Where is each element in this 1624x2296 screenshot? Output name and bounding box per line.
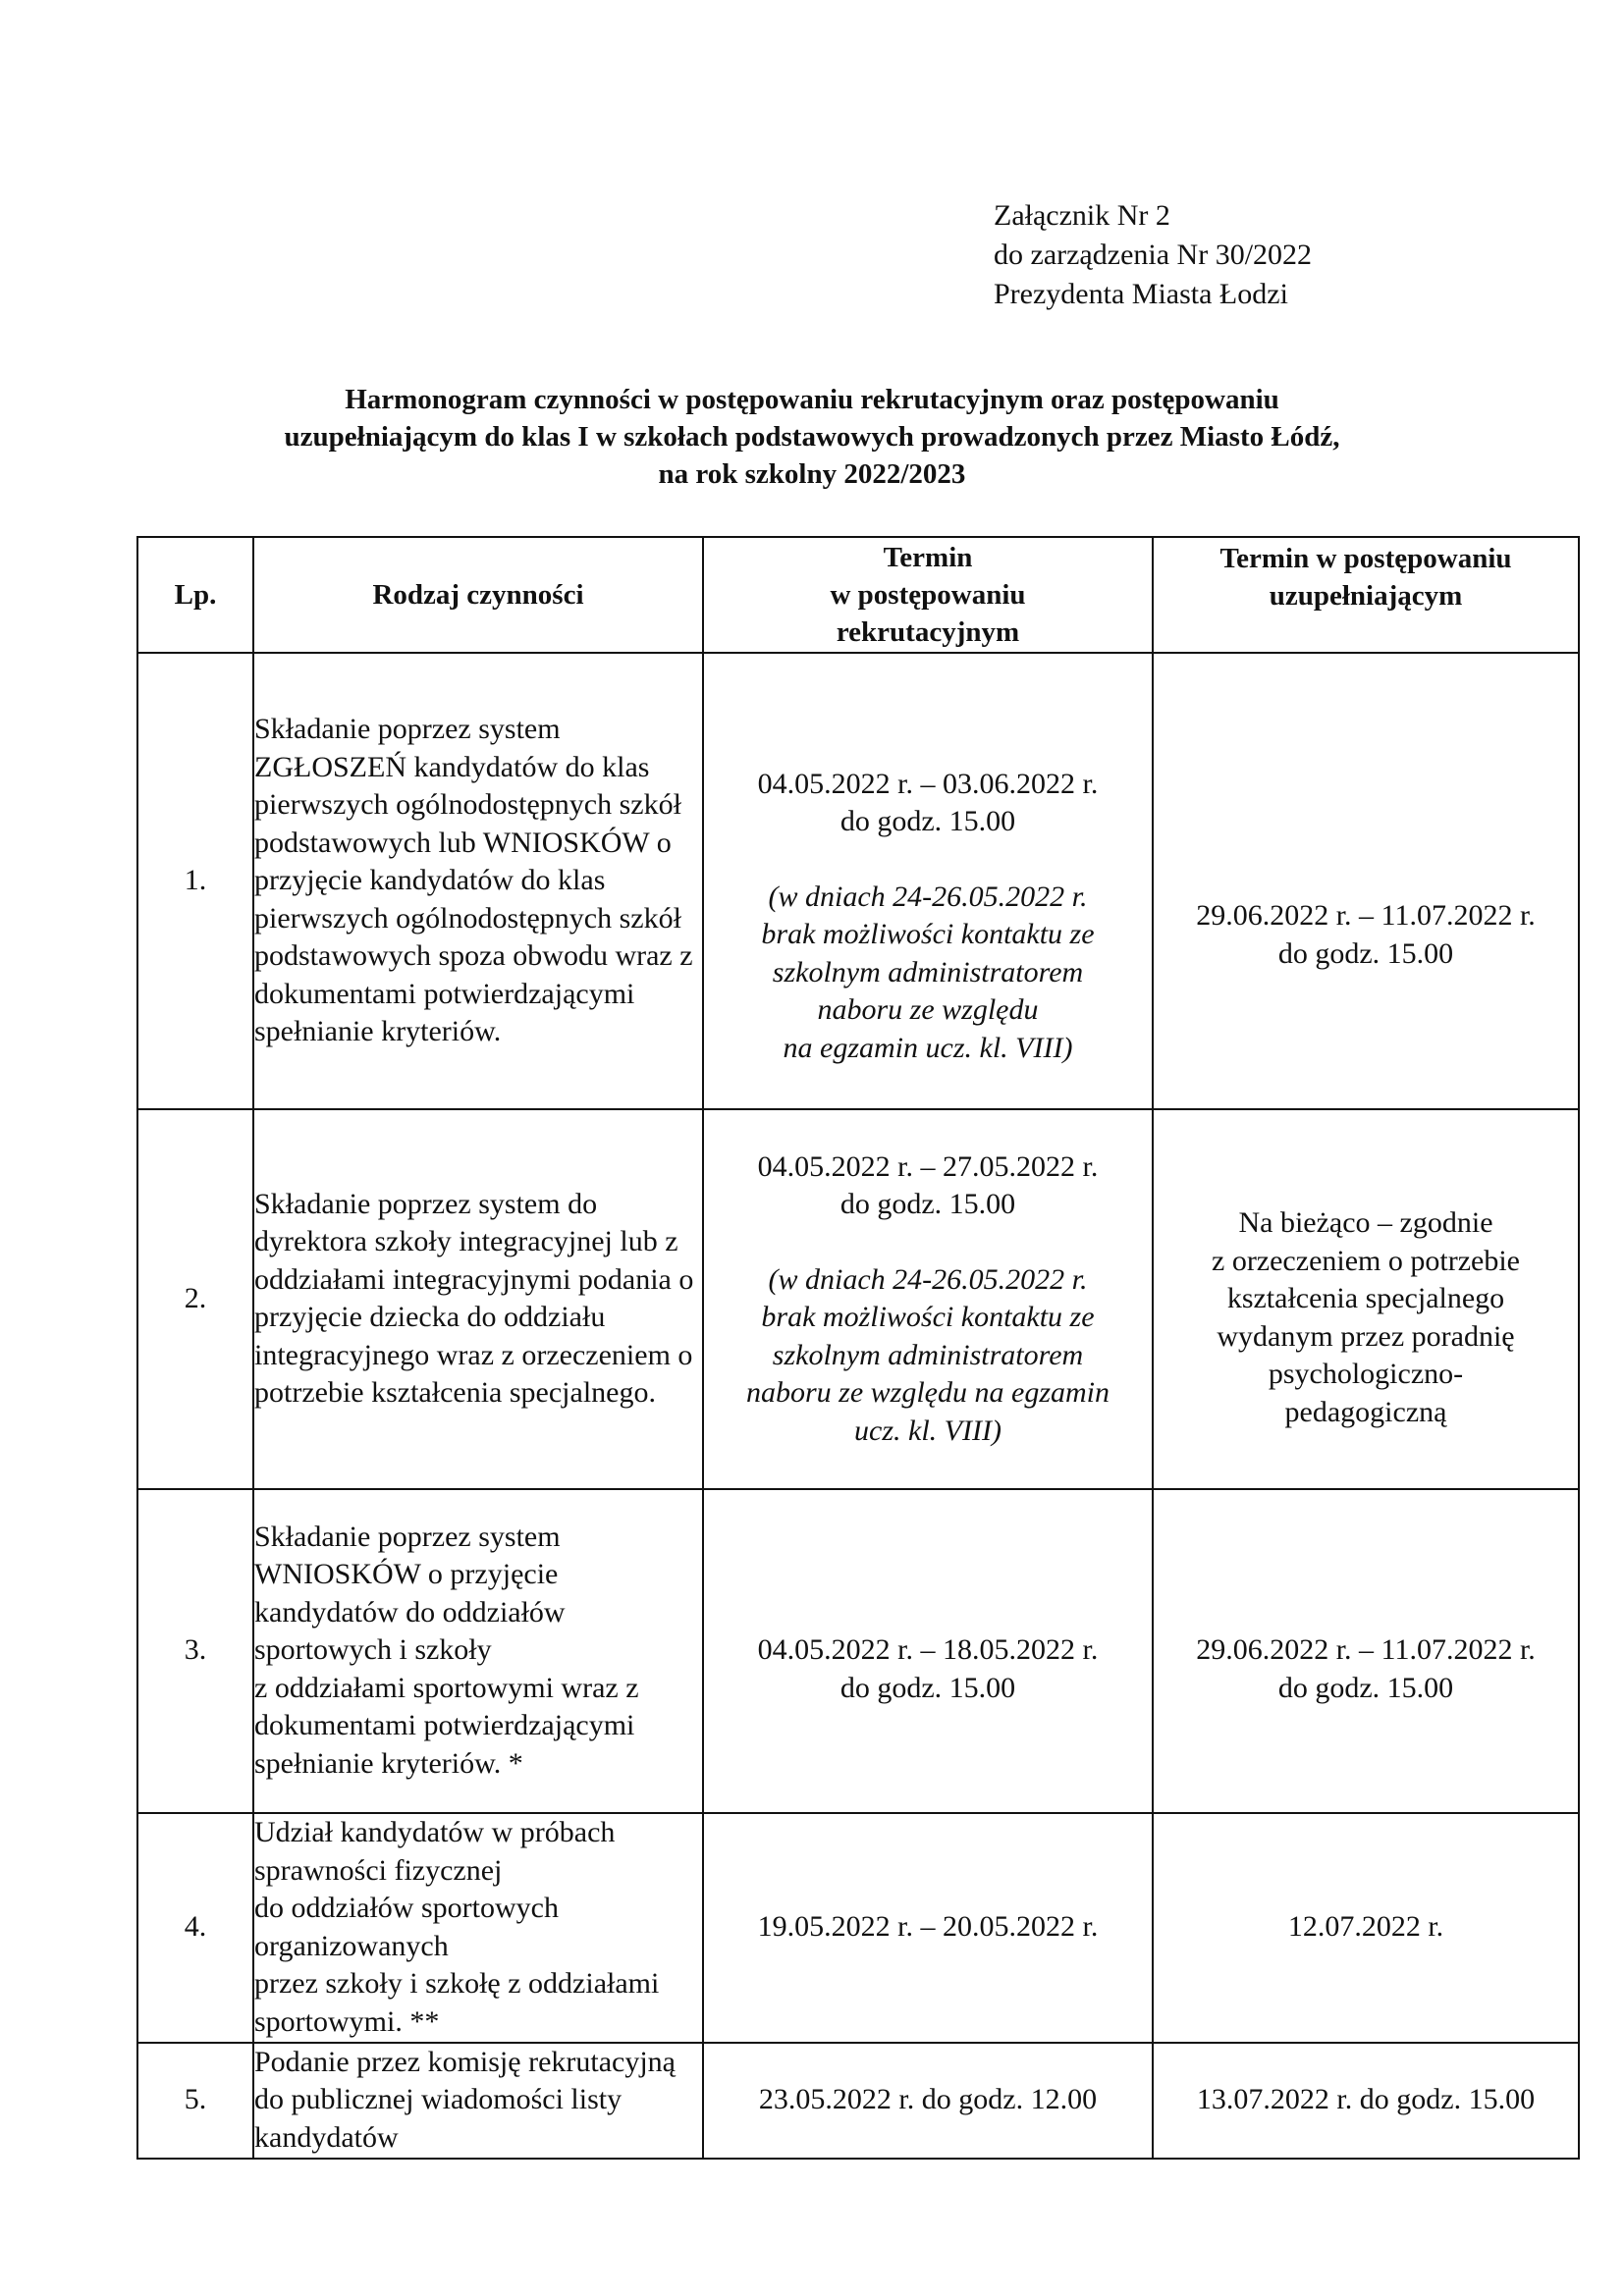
header-term-recruitment-label: Termin w postępowaniu rekrutacyjnym: [830, 542, 1026, 648]
header-lp-label: Lp.: [174, 579, 217, 611]
term-recruitment-note: (w dniach 24-26.05.2022 r. brak możliwości kontaktu ze szkolnym administratorem naboru ze względu na egzamin ucz. kl. VIII): [761, 880, 1095, 1064]
row-term-recruitment: [703, 1489, 1153, 1813]
row-lp: 4.: [137, 1813, 253, 2043]
term-recruitment-dates: 23.05.2022 r. do godz. 12.00: [758, 2083, 1098, 2116]
row-term-supplementary: [1153, 1109, 1579, 1489]
header-activity-label: Rodzaj czynności: [372, 579, 584, 611]
term-supplementary-dates: 13.07.2022 r. do godz. 15.00: [1196, 2083, 1536, 2116]
header-lp: [137, 537, 253, 653]
table-row: [137, 1813, 1579, 2043]
row-activity: Składanie poprzez system do dyrektora szkoły integracyjnej lub z oddziałami integracyjnymi podania o przyjęcie dziecka do oddziału integracyjnego wraz z orzeczeniem o potrzebie kształcenia specjalnego.: [253, 1109, 703, 1489]
table-row: [137, 1109, 1579, 1489]
header-activity: [253, 537, 703, 653]
table-header-row: [137, 537, 1579, 653]
table-row: [137, 2043, 1579, 2159]
row-term-recruitment: [703, 1109, 1153, 1489]
term-recruitment-dates: 04.05.2022 r. – 03.06.2022 r. do godz. 15.00: [757, 767, 1099, 838]
row-lp: 2.: [137, 1109, 253, 1489]
title-line-1: Harmonogram czynności w postępowaniu rekrutacyjnym oraz postępowaniu: [345, 384, 1279, 415]
header-term-supplementary: [1153, 537, 1579, 653]
term-recruitment-dates: 04.05.2022 r. – 27.05.2022 r. do godz. 15.00: [757, 1149, 1099, 1220]
row-term-supplementary: [1153, 653, 1579, 1109]
annex-number: Załącznik Nr 2: [994, 199, 1170, 232]
title-line-3: na rok szkolny 2022/2023: [658, 458, 966, 490]
term-supplementary-dates: 29.06.2022 r. – 11.07.2022 r. do godz. 15.00: [1196, 1633, 1536, 1704]
row-term-supplementary: [1153, 1813, 1579, 2043]
row-term-recruitment: [703, 2043, 1153, 2159]
term-recruitment-dates: 19.05.2022 r. – 20.05.2022 r.: [757, 1910, 1099, 1944]
term-supplementary-dates: 29.06.2022 r. – 11.07.2022 r. do godz. 15.00: [1196, 899, 1536, 970]
table-row: [137, 653, 1579, 1109]
annex-ordinance: do zarządzenia Nr 30/2022: [994, 239, 1313, 271]
annex-authority: Prezydenta Miasta Łodzi: [994, 278, 1288, 310]
term-recruitment-note: (w dniach 24-26.05.2022 r. brak możliwości kontaktu ze szkolnym administratorem naboru ze względu na egzamin ucz. kl. VIII): [746, 1262, 1110, 1447]
row-activity: Składanie poprzez system ZGŁOSZEŃ kandydatów do klas pierwszych ogólnodostępnych szkół podstawowych lub WNIOSKÓW o przyjęcie kandydatów do klas pierwszych ogólnodostępnych szkół podstawowych spoza obwodu wraz z dokumentami potwierdzającymi spełnianie kryteriów.: [253, 653, 703, 1109]
document-title: [118, 381, 1506, 493]
term-supplementary-dates: Na bieżąco – zgodnie z orzeczeniem o potrzebie kształcenia specjalnego wydanym przez poradnię psychologiczno- pedagogiczną: [1212, 1206, 1520, 1428]
header-term-recruitment: [703, 537, 1153, 653]
row-term-supplementary: [1153, 1489, 1579, 1813]
annex-header: [994, 196, 1312, 314]
row-term-supplementary: [1153, 2043, 1579, 2159]
row-term-recruitment: [703, 653, 1153, 1109]
row-term-recruitment: [703, 1813, 1153, 2043]
schedule-table: [136, 536, 1580, 2160]
row-activity: Składanie poprzez system WNIOSKÓW o przyjęcie kandydatów do oddziałów sportowych i szkoły z oddziałami sportowymi wraz z dokumentami potwierdzającymi spełnianie kryteriów. *: [253, 1489, 703, 1813]
term-supplementary-dates: 12.07.2022 r.: [1287, 1910, 1444, 1944]
row-activity: Podanie przez komisję rekrutacyjną do publicznej wiadomości listy kandydatów: [253, 2043, 703, 2159]
table-row: [137, 1489, 1579, 1813]
row-activity: Udział kandydatów w próbach sprawności fizycznej do oddziałów sportowych organizowanych przez szkoły i szkołę z oddziałami sportowymi. **: [253, 1813, 703, 2043]
row-lp: 5.: [137, 2043, 253, 2159]
row-lp: 3.: [137, 1489, 253, 1813]
term-recruitment-dates: 04.05.2022 r. – 18.05.2022 r. do godz. 15.00: [757, 1633, 1099, 1704]
header-term-supplementary-label: Termin w postępowaniu uzupełniającym: [1219, 543, 1512, 612]
title-line-2: uzupełniającym do klas I w szkołach podstawowych prowadzonych przez Miasto Łódź,: [284, 421, 1340, 453]
row-lp: 1.: [137, 653, 253, 1109]
